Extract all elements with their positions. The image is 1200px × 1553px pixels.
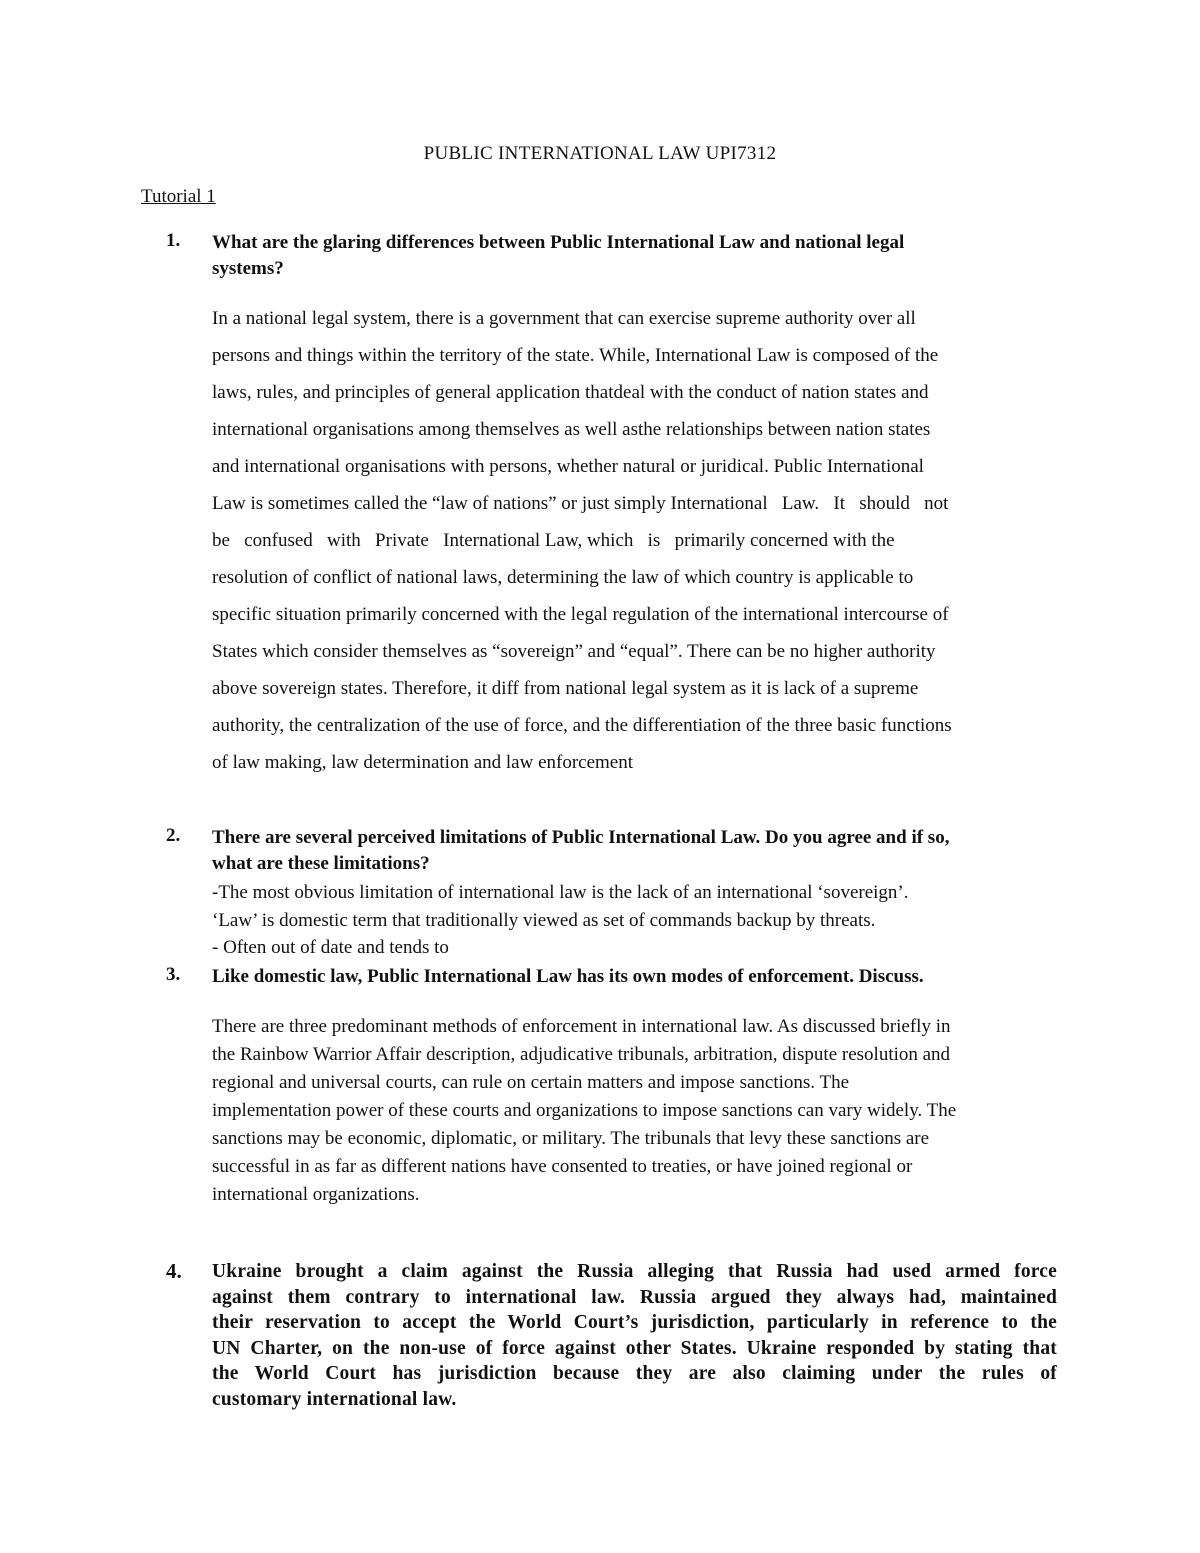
question-1-text <box>212 230 1057 282</box>
question-3-number: 3. <box>166 964 181 985</box>
question-line: customary international law. <box>212 1388 457 1410</box>
answer-line: implementation power of these courts and organizations to impose sanctions can vary widely. The <box>212 1100 957 1121</box>
question-line: Ukraine brought a claim against the Russia alleging that Russia had used armed force <box>212 1261 1057 1282</box>
question-line: UN Charter, on the non-use of force against other States. Ukraine responded by stating that <box>212 1337 1057 1359</box>
answer-line: specific situation primarily concerned with the legal regulation of the international intercourse of <box>212 604 949 625</box>
question-line: What are the glaring differences between Public International Law and national legal <box>212 232 905 253</box>
answer-line: be confused with Private International Law, which is primarily concerned with the <box>212 530 895 551</box>
answer-line: laws, rules, and principles of general application thatdeal with the conduct of nation states and <box>212 382 929 403</box>
answer-line: -The most obvious limitation of international law is the lack of an international ‘sovereign’. <box>212 882 909 903</box>
question-2-text <box>212 825 1057 877</box>
answer-1 <box>212 300 1062 781</box>
question-line: the World Court has jurisdiction because they are also claiming under the rules of <box>212 1363 1057 1384</box>
answer-line: authority, the centralization of the use of force, and the differentiation of the three basic functions <box>212 715 952 736</box>
question-line: what are these limitations? <box>212 853 430 874</box>
answer-line: There are three predominant methods of enforcement in international law. As discussed briefly in <box>212 1016 951 1037</box>
answer-line: above sovereign states. Therefore, it diff from national legal system as it is lack of a supreme <box>212 678 919 699</box>
question-1-number: 1. <box>166 230 181 251</box>
answer-line: - Often out of date and tends to <box>212 937 449 958</box>
question-line: There are several perceived limitations of Public International Law. Do you agree and if so, <box>212 827 950 848</box>
document-title: PUBLIC INTERNATIONAL LAW UPI7312 <box>423 143 777 164</box>
question-line: against them contrary to international law. Russia argued they always had, maintained <box>212 1286 1057 1308</box>
answer-2 <box>212 879 1062 962</box>
question-2-number: 2. <box>166 825 181 846</box>
answer-line: persons and things within the territory of the state. While, International Law is composed of the <box>212 345 939 366</box>
question-line: systems? <box>212 258 284 279</box>
answer-line: the Rainbow Warrior Affair description, adjudicative tribunals, arbitration, dispute resolution and <box>212 1044 951 1065</box>
answer-line: and international organisations with persons, whether natural or juridical. Public International <box>212 456 924 477</box>
answer-line: of law making, law determination and law enforcement <box>212 752 634 773</box>
answer-line: ‘Law’ is domestic term that traditionally viewed as set of commands backup by threats. <box>212 909 876 931</box>
tutorial-heading: Tutorial 1 <box>141 186 216 207</box>
answer-line: international organizations. <box>212 1184 420 1205</box>
answer-line: successful in as far as different nations have consented to treaties, or have joined regional or <box>212 1156 913 1177</box>
question-3-text <box>212 964 1057 990</box>
answer-line: resolution of conflict of national laws, determining the law of which country is applicable to <box>212 567 914 588</box>
answer-3 <box>212 1013 1062 1209</box>
question-line: their reservation to accept the World Court’s jurisdiction, particularly in reference to the <box>212 1312 1057 1333</box>
answer-line: international organisations among themselves as well asthe relationships between nation states <box>212 419 931 440</box>
answer-line: Law is sometimes called the “law of nations” or just simply International Law. It should not <box>212 493 949 514</box>
answer-line: States which consider themselves as “sovereign” and “equal”. There can be no higher authority <box>212 641 936 662</box>
answer-line: sanctions may be economic, diplomatic, or military. The tribunals that levy these sanctions are <box>212 1128 930 1149</box>
question-4-text <box>212 1259 1057 1412</box>
question-line: Like domestic law, Public International Law has its own modes of enforcement. Discuss. <box>212 966 924 987</box>
answer-line: In a national legal system, there is a government that can exercise supreme authority over all <box>212 308 916 329</box>
answer-line: regional and universal courts, can rule on certain matters and impose sanctions. The <box>212 1072 850 1093</box>
question-4-number: 4. <box>166 1259 182 1283</box>
